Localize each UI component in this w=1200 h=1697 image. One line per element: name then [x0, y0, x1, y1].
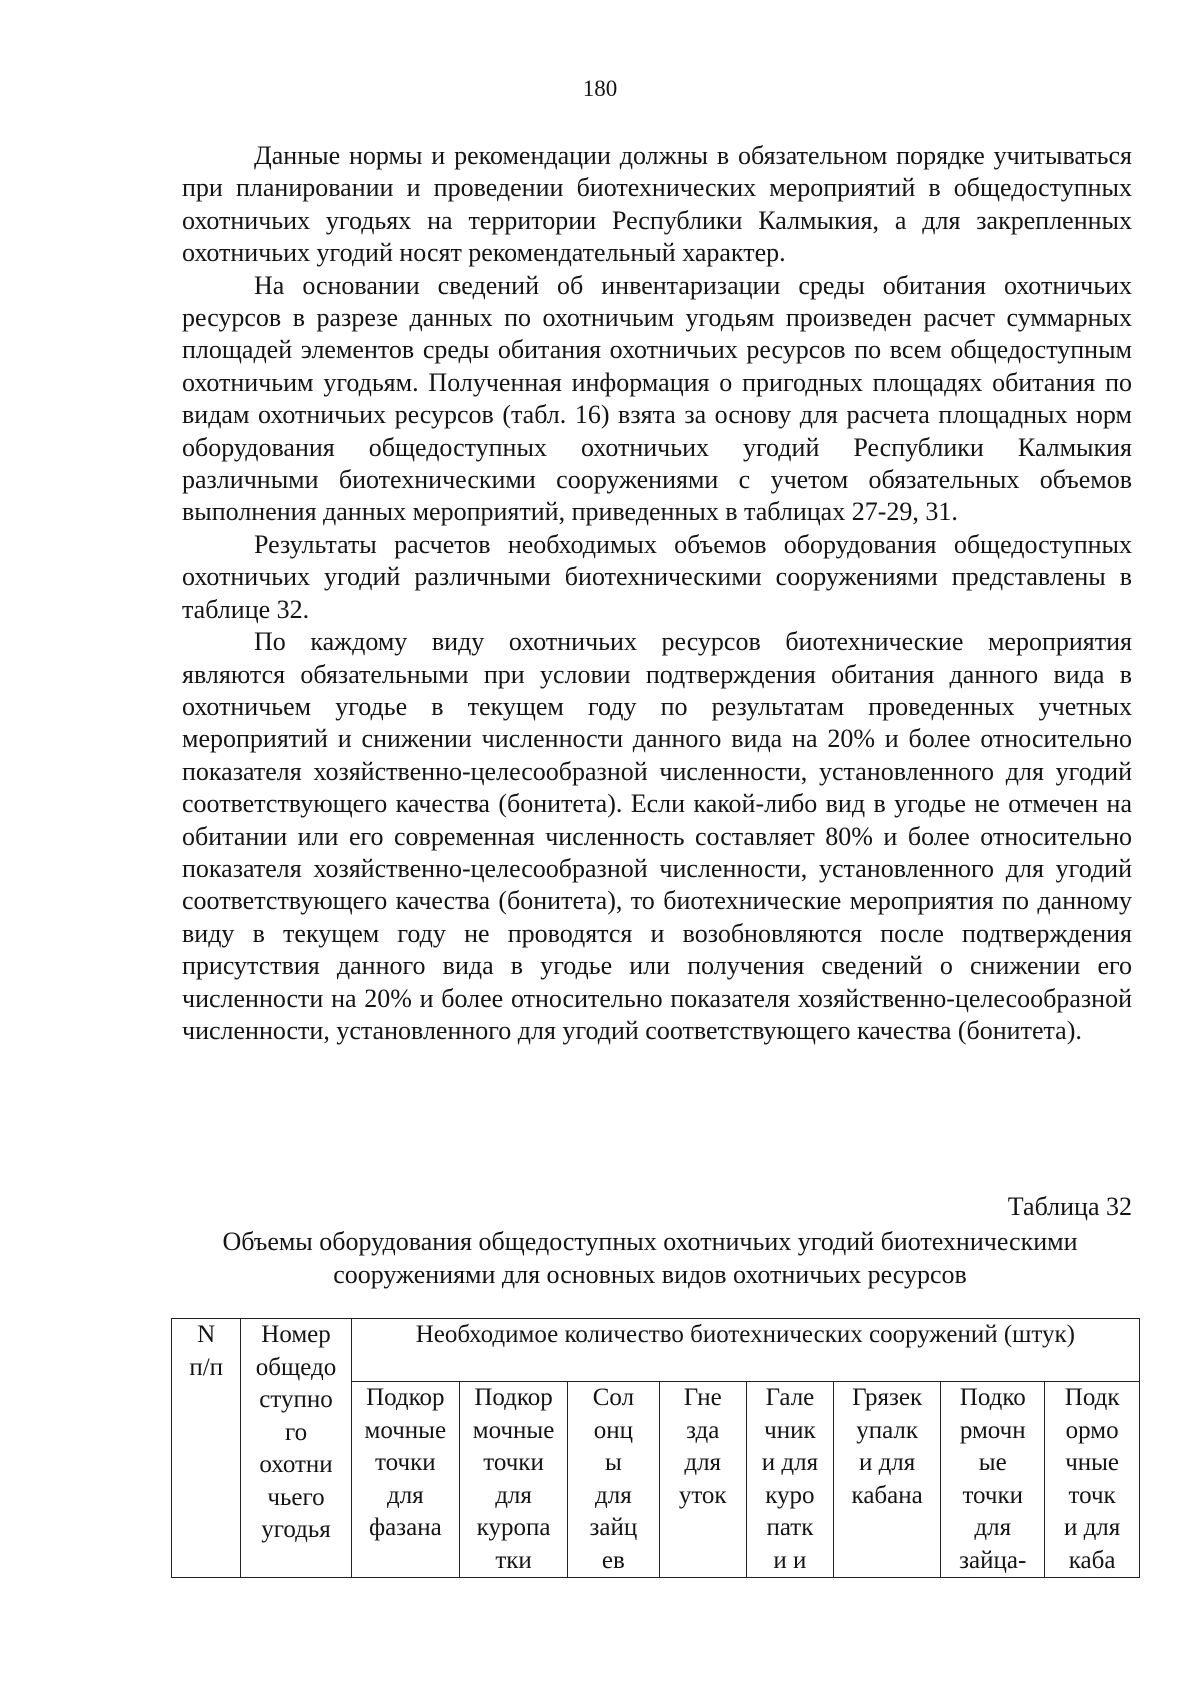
table-label: Таблица 32 [1007, 1192, 1132, 1221]
paragraph-2: На основании сведений об инвентаризации среды обитания охотничьих ресурсов в разрезе данных по охотничьим угодьям произведен расчет суммарных площадей элементов среды обитания охотничьих ресурсов по всем общедоступным охотничьим угодьям. Полученная информация о пригодных площадях обитания по видам охотничьих ресурсов (табл. 16) взята за основу для расчета площадных норм оборудования общедоступных охотничьих угодий Республики Калмыкия различными биотехническими сооружениями с учетом обязательных объемов выполнения данных мероприятий, приведенных в таблицах 27-29, 31. [182, 270, 1132, 527]
page-number: 180 [582, 76, 618, 101]
header-row-number: N п/п [172, 1319, 241, 1578]
header-partridge-gravel: Гале чник и для куро патк и и [746, 1382, 833, 1578]
body-text [182, 140, 1132, 1047]
header-boar-feeders: Подк ормо чные точк и для каба [1045, 1382, 1140, 1578]
header-hare-salt-licks: Сол онц ы для зайц ев [568, 1382, 659, 1578]
paragraph-1: Данные нормы и рекомендации должны в обязательном порядке учитываться при планировании и проведении биотехнических мероприятий в общедоступных охотничьих угодьях на территории Республики Калмыкия, а для закрепленных охотничьих угодий носят рекомендательный характер. [182, 141, 1132, 268]
header-hare-feeders: Подко рмочн ые точки для зайца- [941, 1382, 1045, 1578]
paragraph-3: Результаты расчетов необходимых объемов оборудования общедоступных охотничьих угодий различными биотехническими сооружениями представлены в таблице 32. [182, 529, 1132, 624]
paragraph-4: По каждому виду охотничьих ресурсов биотехнические мероприятия являются обязательными при условии подтверждения обитания данного вида в охотничьем угодье в текущем году по результатам проведенных учетных мероприятий и снижении численности данного вида на 20% и более относительно показателя хозяйственно-целесообразной численности, установленного для угодий соответствующего качества (бонитета). Если какой-либо вид в угодье не отмечен на обитании или его современная численность составляет 80% и более относительно показателя хозяйственно-целесообразной численности, установленного для угодий соответствующего качества (бонитета), то биотехнические мероприятия по данному виду в текущем году не проводятся и возобновляются после подтверждения присутствия данного вида в угодье или получения сведений о снижении его численности на 20% и более относительно показателя хозяйственно-целесообразной численности, установленного для угодий соответствующего качества (бонитета). [182, 627, 1132, 1045]
header-boar-mud-baths: Грязек упалк и для кабана [834, 1382, 941, 1578]
header-required-structures: Необходимое количество биотехнических сооружений (штук) [351, 1319, 1139, 1382]
header-hunting-ground-number: Номер общедо ступно го охотни чьего угодья [241, 1319, 351, 1578]
header-partridge-feeders: Подкор мочные точки для куропа тки [459, 1382, 567, 1578]
equipment-table [171, 1318, 1140, 1578]
table-title: Объемы оборудования общедоступных охотничьих угодий биотехническими сооружениями для основных видов охотничьих ресурсов [222, 1227, 1078, 1289]
header-pheasant-feeders: Подкор мочные точки для фазана [351, 1382, 459, 1578]
header-duck-nests: Гне зда для уток [659, 1382, 746, 1578]
